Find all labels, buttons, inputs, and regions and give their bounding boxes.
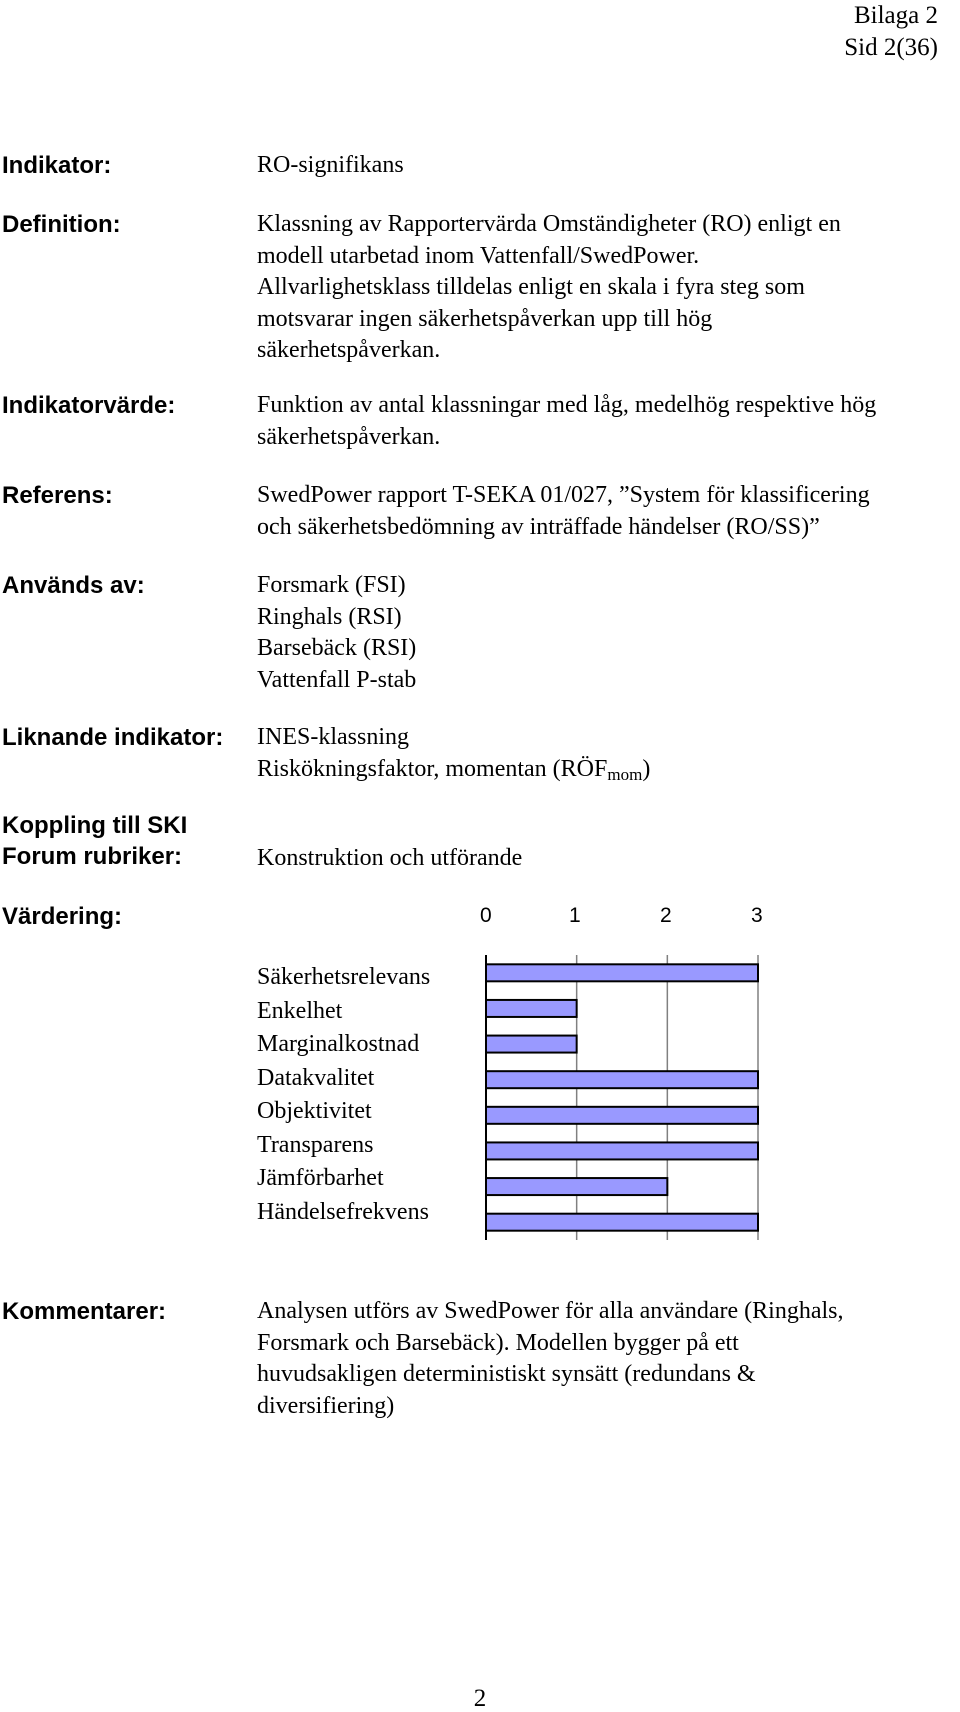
forum-heading: Konstruktion och utförande [257,845,523,871]
definition-line: Allvarlighetsklass tilldelas enligt en skala i fyra steg som [257,274,805,300]
page-count: Sid 2(36) [844,34,938,61]
rof-text: Riskökningsfaktor, momentan (RÖF [257,755,608,782]
bar [486,1000,577,1017]
bar [486,964,758,981]
appendix-label: Bilaga 2 [853,2,938,29]
category-label: Enkelhet [257,998,343,1024]
x-tick-label: 1 [569,904,581,927]
indikatorvarde-line: Funktion av antal klassningar med låg, medelhög respektive hög [257,392,877,418]
user-item: Vattenfall P-stab [257,666,417,693]
liknande-indikator-label: Liknande indikator: [2,724,224,751]
category-label: Säkerhetsrelevans [257,964,431,990]
definition-label: Definition: [2,211,121,238]
rof-subscript: mom [607,764,643,784]
indikatorvarde-line: säkerhetspåverkan. [257,423,441,450]
user-item: Ringhals (RSI) [257,603,402,630]
definition-line: modell utarbetad inom Vattenfall/SwedPower. [257,242,700,269]
referens-line: och säkerhetsbedömning av inträffade händelser (RO/SS)” [257,513,820,540]
bar [486,1071,758,1088]
indikatorvarde-label: Indikatorvärde: [2,392,176,419]
vardering-label: Värdering: [2,903,123,930]
bar [486,1036,577,1053]
bar [486,1142,758,1159]
category-label: Händelsefrekvens [257,1199,429,1225]
category-label: Jämförbarhet [257,1165,384,1191]
referens-label: Referens: [2,482,113,509]
comment-line: Forsmark och Barsebäck). Modellen bygger på ett [257,1329,739,1356]
x-tick-label: 2 [660,904,672,927]
comment-line: diversifiering) [257,1392,395,1419]
bar [486,1214,758,1231]
referens-line: SwedPower rapport T-SEKA 01/027, ”System för klassificering [257,482,870,508]
rof-close: ) [642,755,651,782]
koppling-label-line: Koppling till SKI [2,812,188,839]
x-tick-label: 0 [480,904,492,927]
x-tick-label: 3 [751,904,763,927]
bar [486,1178,667,1195]
category-label: Datakvalitet [257,1065,375,1091]
kommentarer-value [257,1296,957,1422]
page-number: 2 [473,1685,487,1712]
indikator-label: Indikator: [2,152,112,179]
category-label: Objektivitet [257,1098,372,1124]
kommentarer-label: Kommentarer: [2,1298,167,1325]
comment-line: Analysen utförs av SwedPower för alla användare (Ringhals, [257,1298,844,1324]
user-item: Barsebäck (RSI) [257,635,417,661]
bar [486,1107,758,1124]
user-item: Forsmark (FSI) [257,572,406,598]
koppling-label-line: Forum rubriker: [2,843,183,870]
category-label: Transparens [257,1132,374,1158]
anvands-av-label: Används av: [2,572,145,599]
definition-line: säkerhetspåverkan. [257,337,441,363]
definition-line: motsvarar ingen säkerhetspåverkan upp till hög [257,305,713,332]
comment-line: huvudsakligen deterministiskt synsätt (redundans & [257,1361,756,1387]
indikator-line: RO-signifikans [257,152,404,178]
similar-indicator: INES-klassning [257,724,409,750]
definition-line: Klassning av Rapportervärda Omständigheter (RO) enligt en [257,211,841,237]
category-label: Marginalkostnad [257,1031,420,1057]
